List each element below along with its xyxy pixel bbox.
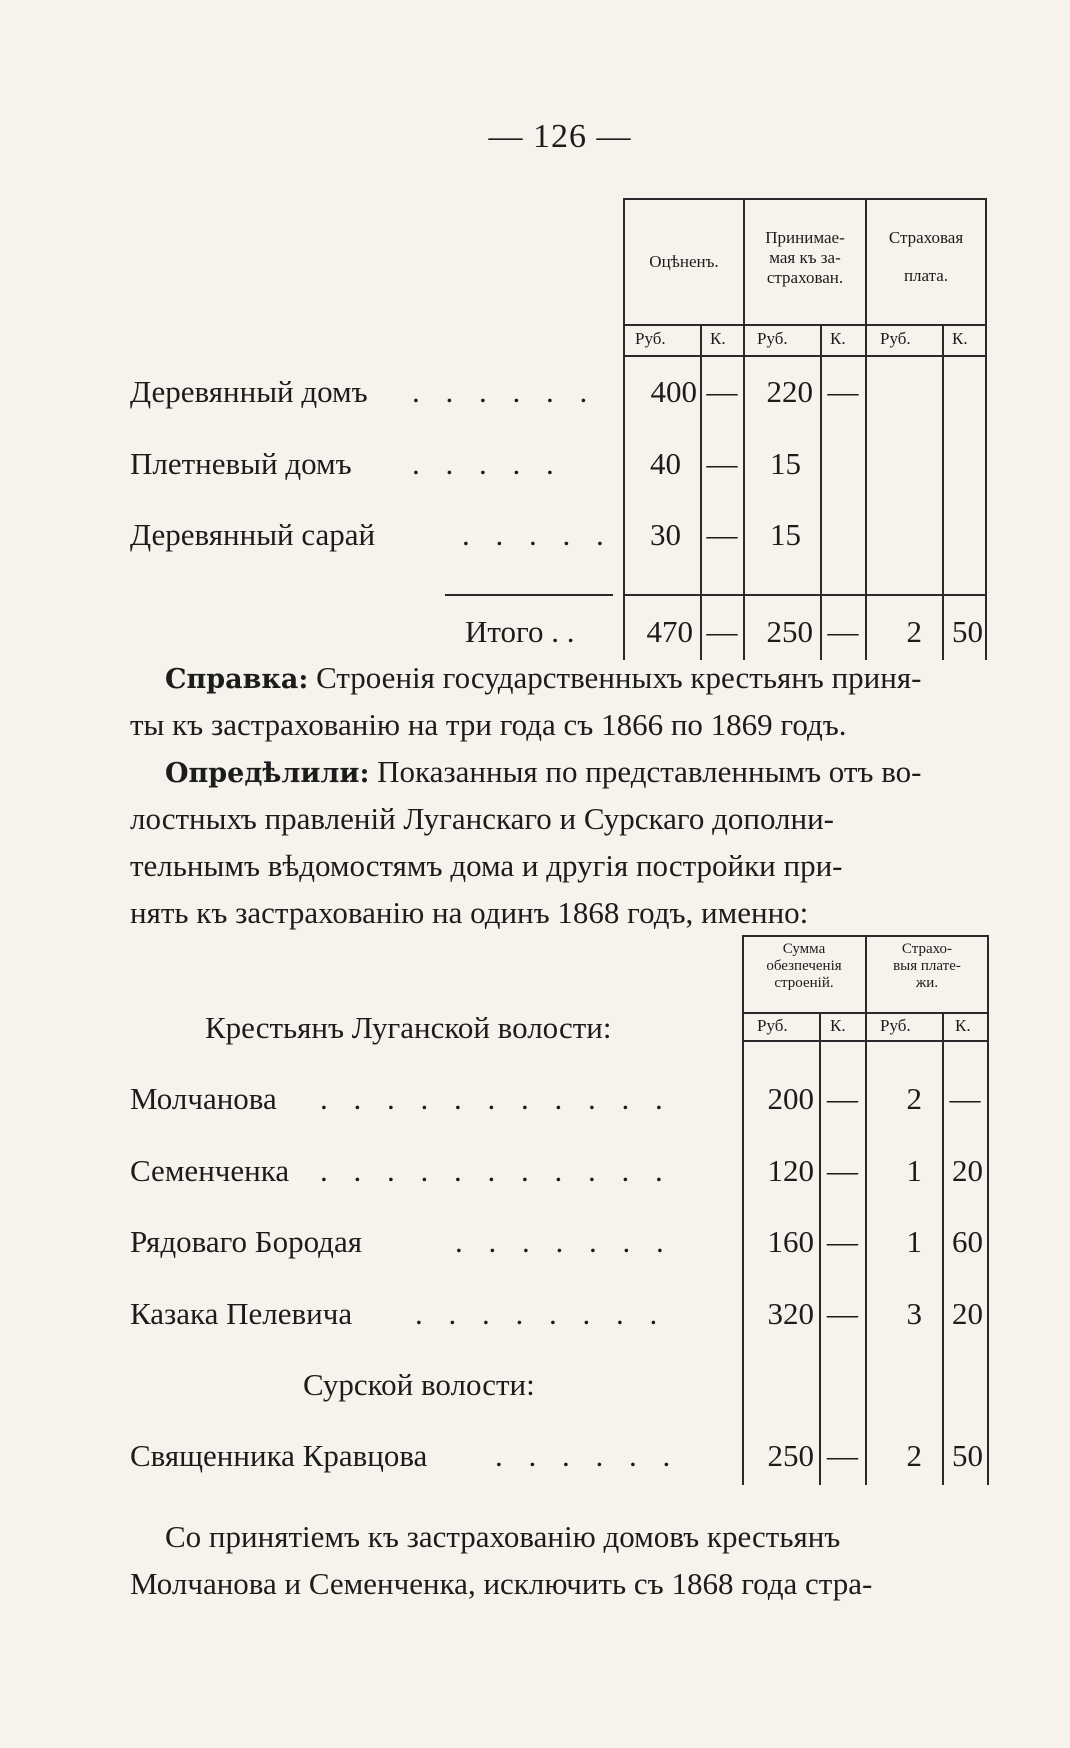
paragraph-reference-text1: Строенія государственныхъ крестьянъ приня- — [316, 660, 922, 695]
table1-assessed-k: — — [706, 374, 738, 409]
table1-total-separator — [445, 594, 613, 596]
paragraph-exclusion-line1: Со принятіемъ къ застрахованію домовъ крестьянъ — [165, 1519, 841, 1554]
table1-row-label: Плетневый домъ — [130, 446, 352, 481]
table2-header-sum — [743, 941, 865, 992]
table2-row-label: Священника Кравцова — [130, 1438, 428, 1473]
table1-accepted-rub: 15 — [770, 517, 801, 552]
paragraph-resolution-lead: Опредѣлили: — [165, 758, 370, 789]
table2-sum-rub: 120 — [767, 1153, 814, 1188]
paragraph-exclusion-line2: Молчанова и Семенченка, исключить съ 1868 года стра- — [130, 1566, 873, 1601]
table1-total-separator-cols — [623, 594, 985, 596]
table1-total-accepted-rub: 250 — [766, 614, 813, 649]
table1-header-accepted — [745, 228, 865, 288]
table2-fee-k: — — [949, 1081, 981, 1116]
table1-row-leader: . . . . . . — [412, 374, 597, 409]
table2-sum-k: — — [827, 1224, 858, 1259]
table2-sum-k: — — [827, 1081, 858, 1116]
table1-row-label: Деревянный сарай — [130, 517, 376, 552]
table1-header-assessed: Оцѣненъ. — [649, 252, 719, 271]
table2-sum-k: — — [827, 1153, 858, 1188]
paragraph-resolution-line1 — [165, 750, 921, 796]
table1-vline-f — [942, 324, 944, 660]
table2-fee-k: 50 — [952, 1438, 983, 1473]
table2-row-leader: . . . . . . — [495, 1438, 680, 1473]
table2-vline-c — [865, 935, 867, 1485]
table2-header-fee-line3: жи. — [915, 975, 939, 991]
table1-unit-k-1: К. — [710, 329, 726, 348]
table1-units-border — [623, 355, 985, 357]
table1-accepted-rub: 15 — [770, 446, 801, 481]
table2-unit-k-1: К. — [830, 1016, 846, 1035]
table1-unit-rub-3: Руб. — [880, 329, 911, 348]
paragraph-resolution-text1: Показанныя по представленнымъ отъ во- — [377, 754, 922, 789]
table1-assessed-rub: 30 — [650, 517, 681, 552]
table2-fee-rub: 2 — [906, 1081, 922, 1116]
table2-header-sum-line3: строеній. — [774, 975, 834, 991]
table2-sum-rub: 250 — [767, 1438, 814, 1473]
table2-header-fee-line2: выя плате- — [893, 958, 961, 974]
table2-row-label: Семенченка — [130, 1153, 290, 1188]
table1-header-fee-line1: Страховая — [888, 228, 964, 247]
table2-fee-rub: 2 — [906, 1438, 922, 1473]
table2-fee-k: 20 — [952, 1296, 983, 1331]
paragraph-reference-line1 — [165, 656, 921, 702]
table1-total-assessed-rub: 470 — [646, 614, 693, 649]
paragraph-resolution-line2: лостныхъ правленій Луганскаго и Сурскаго дополни- — [130, 801, 835, 836]
table2-fee-k: 20 — [952, 1153, 983, 1188]
table2-header-fee-line1: Страхо- — [901, 941, 953, 957]
table2-row-leader: . . . . . . . . — [415, 1296, 667, 1331]
table1-vline-g — [985, 198, 987, 660]
paragraph-reference-lead: Справка: — [165, 664, 309, 695]
table1-header-fee — [867, 228, 985, 286]
table1-total-assessed-k: — — [706, 614, 738, 649]
table1-accepted-rub: 220 — [766, 374, 813, 409]
table2-row-label: Молчанова — [130, 1081, 277, 1116]
table2-header-sum-line2: обезпеченія — [766, 958, 842, 974]
table2-row-leader: . . . . . . . — [455, 1224, 673, 1259]
table1-header-accepted-line3: страхован. — [766, 268, 844, 287]
table1-accepted-k: — — [827, 374, 859, 409]
table1-assessed-rub: 400 — [650, 374, 697, 409]
table2-sum-rub: 200 — [767, 1081, 814, 1116]
table2-sum-rub: 320 — [767, 1296, 814, 1331]
table2-vline-e — [987, 935, 989, 1485]
table1-unit-rub-2: Руб. — [757, 329, 788, 348]
table1-total-label: Итого . . — [465, 614, 575, 649]
table2-unit-rub-2: Руб. — [880, 1016, 911, 1035]
table1-unit-k-3: К. — [952, 329, 968, 348]
table1-unit-k-2: К. — [830, 329, 846, 348]
table1-row-label: Деревянный домъ — [130, 374, 368, 409]
table1-unit-rub-1: Руб. — [635, 329, 666, 348]
table2-row-label: Казака Пелевича — [130, 1296, 353, 1331]
table2-fee-k: 60 — [952, 1224, 983, 1259]
paragraph-reference-line2: ты къ застрахованію на три года съ 1866 по 1869 годъ. — [130, 707, 847, 742]
table1-header-border — [623, 324, 985, 326]
table2-fee-rub: 1 — [906, 1224, 922, 1259]
table2-row-leader: . . . . . . . . . . . — [320, 1081, 672, 1116]
table2-fee-rub: 3 — [906, 1296, 922, 1331]
table1-header-accepted-line2: мая къ за- — [769, 248, 841, 267]
table1-header-fee-line2: плата. — [903, 266, 949, 285]
table1-row-leader: . . . . . — [412, 446, 563, 481]
table1-total-fee-rub: 2 — [906, 614, 922, 649]
table2-header-sum-line1: Сумма — [782, 941, 826, 957]
table1-top-border — [623, 198, 985, 200]
table2-row-label: Рядоваго Бородая — [130, 1224, 362, 1259]
table1-header-accepted-line1: Принимае- — [765, 228, 845, 247]
table1-total-accepted-k: — — [827, 614, 859, 649]
table2-fee-rub: 1 — [906, 1153, 922, 1188]
table2-unit-k-2: К. — [955, 1016, 971, 1035]
table1-assessed-k: — — [706, 517, 738, 552]
paragraph-resolution-line4: нять къ застрахованію на одинъ 1868 годъ, именно: — [130, 895, 809, 930]
table1-assessed-rub: 40 — [650, 446, 681, 481]
table2-section-luganskaya: Крестьянъ Луганской волости: — [205, 1010, 612, 1045]
table2-section-surskaya: Сурской волости: — [303, 1367, 535, 1402]
table1-total-fee-k: 50 — [952, 614, 983, 649]
table2-vline-a — [742, 935, 744, 1485]
table1-assessed-k: — — [706, 446, 738, 481]
paragraph-resolution-line3: тельнымъ вѣдомостямъ дома и другія постройки при- — [130, 848, 843, 883]
table2-sum-k: — — [827, 1438, 858, 1473]
table2-row-leader: . . . . . . . . . . . — [320, 1153, 672, 1188]
table2-unit-rub-1: Руб. — [757, 1016, 788, 1035]
table2-sum-k: — — [827, 1296, 858, 1331]
table2-header-fee — [867, 941, 987, 992]
table1-row-leader: . . . . . — [462, 517, 613, 552]
page-number: — 126 — — [488, 118, 632, 155]
table2-sum-rub: 160 — [767, 1224, 814, 1259]
